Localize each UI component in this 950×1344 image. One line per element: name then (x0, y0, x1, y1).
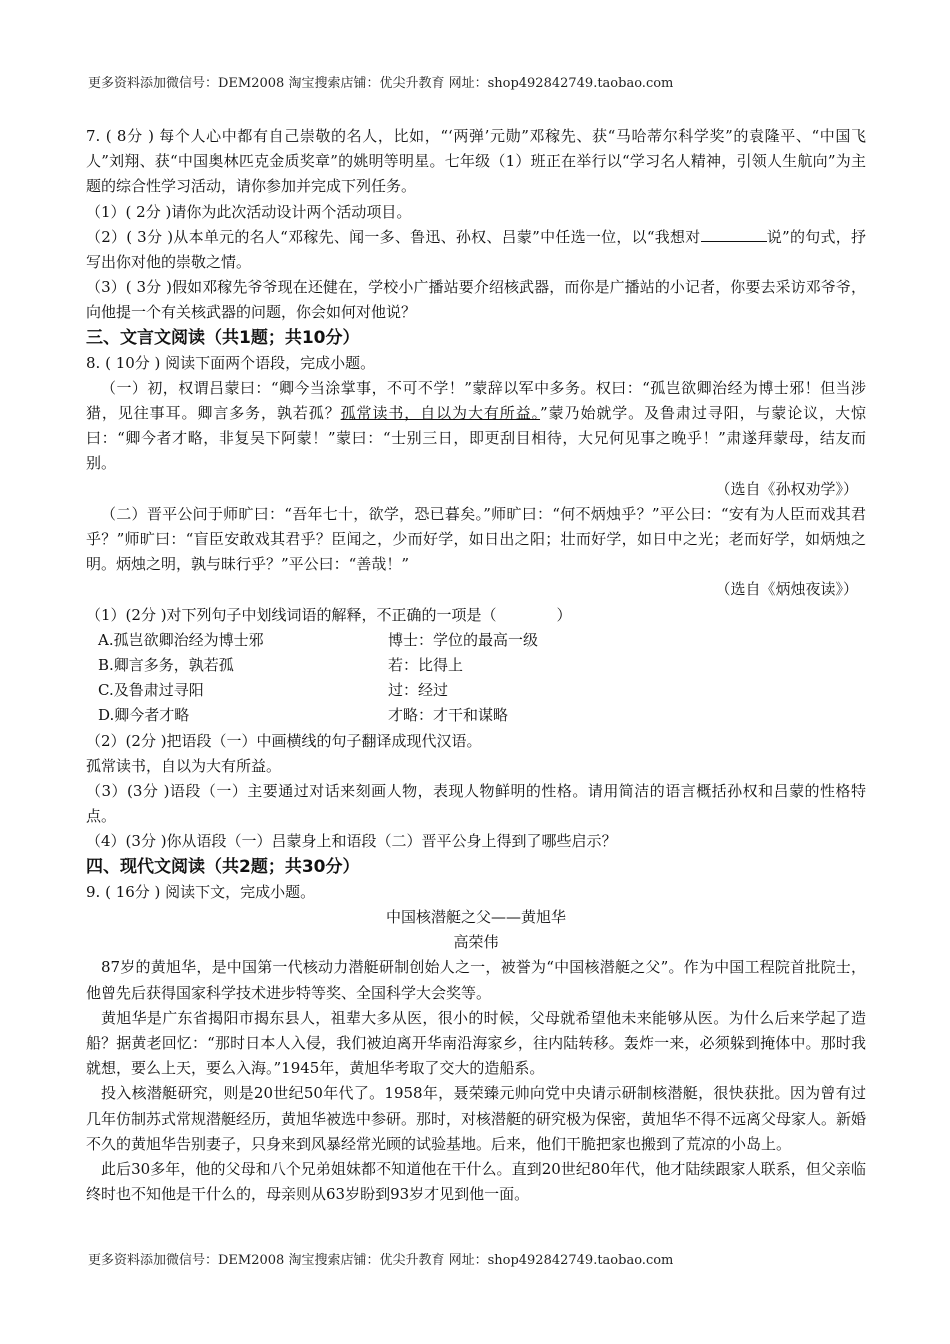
passage1-b: ”蒙乃始就学。及鲁肃过寻阳，与蒙论议，大惊曰：“卿今者才略，非复吴下阿蒙！”蒙曰：“士别三日，即更刮目相待，大兄何见事之晚乎！”肃遂拜蒙母，结友而别。 (86, 404, 866, 473)
option-c-gloss: 过：经过 (388, 681, 449, 700)
article-paragraph: 87岁的黄旭华，是中国第一代核动力潜艇研制创始人之一，被誉为“中国核潜艇之父”。作为中国工程院首批院士，他曾先后获得国家科学技术进步特等奖、全国科学大会奖等。 (86, 958, 866, 1002)
source1: （选自《孙权劝学》） (715, 479, 858, 498)
q8-sub2-sentence: 孤常读书，自以为大有所益。 (86, 756, 282, 775)
option-d-text: D.卿今者才略 (98, 706, 190, 725)
article-paragraph: 投入核潜艇研究，则是20世纪50年代了。1958年，聂荣臻元帅向党中央请示研制核潜艇，很快获批。因为曾有过几年仿制苏式常规潜艇经历，黄旭华被选中参研。那时，对核潜艇的研究极为保密，黄旭华不得不远离父母家人。新婚不久的黄旭华告别妻子，只身来到风暴经常光顾的试验基地。后来，他们干脆把家也搬到了荒凉的小岛上。 (86, 1084, 867, 1153)
source2: （选自《炳烛夜读》） (715, 580, 858, 599)
q7-sub2 (86, 225, 866, 275)
article-title: 中国核潜艇之父——黄旭华 (385, 907, 566, 926)
passage1-a: （一）初，权谓吕蒙曰：“卿今当涂掌事，不可不学！”蒙辞以军中多务。权曰：“孤岂欲卿治经为博士邪！但当涉猎，见往事耳。卿言多务，孰若孤？ (86, 378, 866, 423)
option-a-text: A.孤岂欲卿治经为博士邪 (98, 630, 264, 649)
article-paragraph: 黄旭华是广东省揭阳市揭东县人，祖辈大多从医，很小的时候，父母就希望他未来能够从医。为什么后来学起了造船？据黄老回忆：“那时日本人入侵，我们被迫离开华南沿海家乡，往内陆转移。轰炸一来，必须躲到掩体中。那时我就想，要么上天，要么入海。”1945年，黄旭华考取了交大的造船系。 (86, 1008, 866, 1078)
passage1 (86, 376, 866, 477)
option-d (86, 703, 866, 728)
option-a (86, 628, 866, 653)
q7-sub2-a: （2）( 3分 )从本单元的名人“邓稼先、闻一多、鲁迅、孙权、吕蒙”中任选一位，以“我想对 (86, 227, 701, 246)
article-paragraph: 此后30多年，他的父母和八个兄弟姐妹都不知道他在干什么。直到20世纪80年代，他才陆续跟家人联系，但父亲临终时也不知他是干什么的，母亲则从63岁盼到93岁才见到他一面。 (86, 1159, 866, 1204)
option-a-gloss: 博士：学位的最高一级 (388, 630, 539, 649)
q8-sub1: （1）(2分 )对下列句子中划线词语的解释，不正确的一项是（ ） (86, 605, 572, 624)
option-b (86, 653, 866, 678)
q8-sub4: （4）(3分 )你从语段（一）吕蒙身上和语段（二）晋平公身上得到了哪些启示？ (86, 832, 617, 851)
q9-stem: 9. ( 16分 ) 阅读下文，完成小题。 (86, 882, 316, 901)
q8-stem: 8. ( 10分 ) 阅读下面两个语段，完成小题。 (86, 353, 376, 372)
page-footer: 更多资料添加微信号：DEM2008 淘宝搜索店铺：优尖升教育 网址：shop492842749.taobao.com (88, 1253, 674, 1268)
page-content (86, 124, 866, 1207)
q8-sub2: （2）(2分 )把语段（一）中画横线的句子翻译成现代汉语。 (86, 731, 482, 750)
q7-sub3: （3）( 3分 )假如邓稼先爷爷现在还健在，学校小广播站要介绍核武器，而你是广播站的小记者，你要去采访邓爷爷，向他提一个有关核武器的问题，你会如何对他说？ (86, 278, 866, 322)
section3-title: 三、文言文阅读（共1题；共10分） (86, 327, 360, 348)
passage2: （二）晋平公问于师旷曰：“吾年七十，欲学，恐已暮矣。”师旷曰：“何不炳烛乎？”平公曰：“安有为人臣而戏其君乎？”师旷曰：“盲臣安敢戏其君乎？臣闻之，少而好学，如日出之阳；壮而好学，如日中之光；老而好学，如炳烛之明。炳烛之明，孰与昧行乎？”平公曰：“善哉！” (86, 504, 866, 574)
option-b-gloss: 若：比得上 (388, 656, 464, 675)
section4-title: 四、现代文阅读（共2题；共30分） (86, 856, 360, 877)
page-header: 更多资料添加微信号：DEM2008 淘宝搜索店铺：优尖升教育 网址：shop492842749.taobao.com (88, 76, 674, 91)
q8-sub3: （3）(3分 )语段（一）主要通过对话来刻画人物，表现人物鲜明的性格。请用简洁的语言概括孙权和吕蒙的性格特点。 (86, 782, 866, 826)
option-c-text: C.及鲁肃过寻阳 (98, 681, 204, 700)
answer-blank[interactable] (701, 227, 767, 242)
q7-sub2-b: 说”的句式，抒写出你对他的崇敬之情。 (86, 227, 866, 272)
option-d-gloss: 才略：才干和谋略 (388, 706, 509, 725)
passage1-underlined-sentence: 孤常读书，自以为大有所益。 (340, 404, 541, 423)
q7-stem: 7. ( 8分 ) 每个人心中都有自己崇敬的名人，比如，“‘两弹’元勋”邓稼先、获“马哈蒂尔科学奖”的袁隆平、“中国飞人”刘翔、获“中国奥林匹克金质奖章”的姚明等明星。七年级（1）班正在举行以“学习名人精神，引领人生航向”为主题的综合性学习活动，请你参加并完成下列任务。 (86, 127, 866, 196)
q7-sub1: （1）( 2分 )请你为此次活动设计两个活动项目。 (86, 202, 412, 221)
option-c (86, 678, 866, 703)
article-author: 高荣伟 (453, 933, 499, 952)
option-b-text: B.卿言多务，孰若孤 (98, 656, 234, 675)
